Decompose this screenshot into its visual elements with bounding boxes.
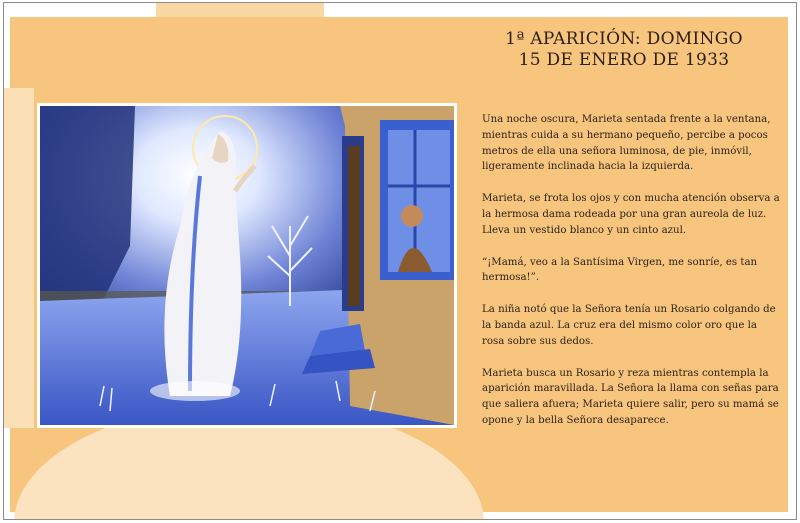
paragraph: Una noche oscura, Marieta sentada frente a la ventana, mientras cuida a su hermano pequeño, percibe a pocos metros de ella una señora luminosa, de pie, inmóvil, ligeramente inclinada hacia la izquierda. — [482, 114, 771, 173]
paragraph: Marieta busca un Rosario y reza mientras contempla la aparición maravillada. La Señora la llama con señas para que saliera afuera; Marieta quiere salir, pero su mamá se opone y la bella Señora desaparece. — [482, 367, 779, 426]
title-line-2: 15 DE ENERO DE 1933 — [518, 50, 730, 70]
story-text — [482, 112, 782, 445]
paragraph: Marieta, se frota los ojos y con mucha atención observa a la hermosa dama rodeada por una gran aureola de luz. Lleva un vestido blanco y un cinto azul. — [482, 193, 780, 236]
title-line-1: 1ª APARICIÓN: DOMINGO — [505, 29, 743, 49]
paragraph: La niña notó que la Señora tenía un Rosario colgando de la banda azul. La cruz era del mismo color oro que la rosa sobre sus dedos. — [482, 304, 776, 347]
apparition-painting — [37, 103, 457, 428]
page-frame — [3, 2, 797, 520]
paragraph: “¡Mamá, veo a la Santísima Virgen, me sonríe, es tan hermosa!”. — [482, 256, 758, 284]
background-left-band — [4, 88, 34, 428]
page-title — [474, 29, 774, 71]
background-top-band — [156, 3, 324, 17]
